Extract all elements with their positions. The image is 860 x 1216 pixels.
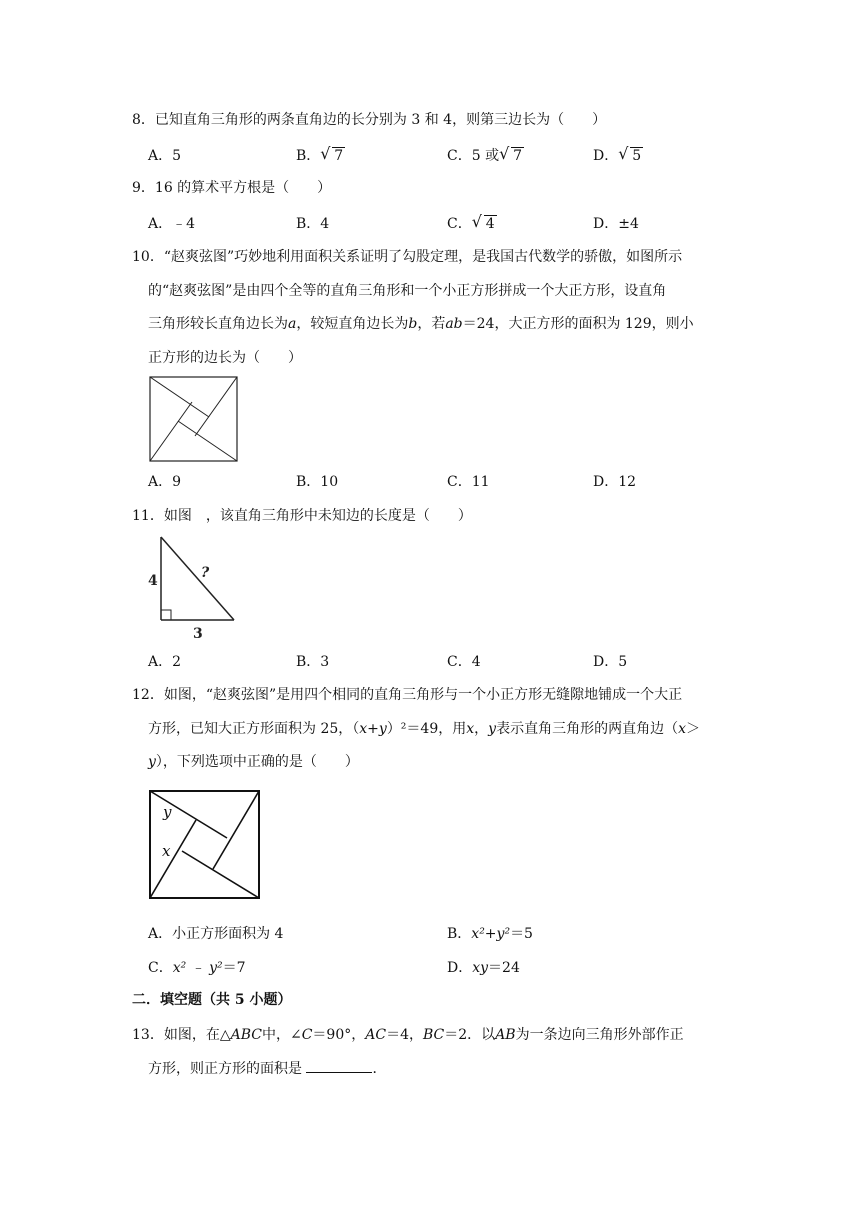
q8-option-a: A．5 <box>148 148 182 164</box>
q10-option-a: A．9 <box>148 474 182 490</box>
q9-option-d: D．±4 <box>593 216 639 232</box>
q12-option-b: B．x²+y²＝5 <box>447 926 533 942</box>
q10-line-1: 10．“赵爽弦图”巧妙地利用面积关系证明了勾股定理，是我国古代数学的骄傲，如图所示 <box>132 249 683 265</box>
sqrt-symbol: √ 5 <box>618 144 642 164</box>
q12-x-label: x <box>162 842 171 860</box>
q11-option-c: C．4 <box>447 654 481 670</box>
q10-line-4: 正方形的边长为（ ） <box>148 350 302 366</box>
q10-option-c: C．11 <box>447 474 490 490</box>
q12-option-a: A．小正方形面积为 4 <box>148 926 284 942</box>
q12-zhao-shuang-diagram <box>148 789 262 901</box>
q11-option-b: B．3 <box>296 654 330 670</box>
q11-option-d: D．5 <box>593 654 628 670</box>
q9-option-a: A．﹣4 <box>148 216 196 232</box>
sqrt-symbol: √ 7 <box>499 144 522 164</box>
q12-option-c: C．x² ﹣ y²＝7 <box>148 960 246 976</box>
q11-stem: 11．如图 ，该直角三角形中未知边的长度是（ ） <box>132 508 472 524</box>
sqrt-symbol: √ 7 <box>320 144 344 164</box>
q11-right-triangle-diagram <box>140 530 250 645</box>
q13-line-2: 方形，则正方形的面积是 ． <box>148 1058 386 1079</box>
sqrt-symbol: √ 4 <box>471 212 495 232</box>
q12-option-d: D．xy＝24 <box>447 960 520 976</box>
q11-option-a: A．2 <box>148 654 182 670</box>
q9-option-c: C． √ 4 <box>447 212 495 232</box>
q12-line-3: y），下列选项中正确的是（ ） <box>148 754 359 770</box>
q13-answer-blank[interactable] <box>306 1058 372 1073</box>
q11-base-label: 3 <box>193 626 203 642</box>
q10-zhao-shuang-diagram <box>149 376 239 463</box>
q12-line-2: 方形，已知大正方形面积为 25，（x+y）²＝49，用x，y表示直角三角形的两直角边（x＞ <box>148 721 700 737</box>
q9-option-b: B．4 <box>296 216 330 232</box>
q9-stem: 9．16 的算术平方根是（ ） <box>132 180 332 196</box>
q11-side-label: 4 <box>148 573 158 589</box>
q11-hypotenuse-label: ? <box>201 565 210 581</box>
q12-y-label: y <box>163 803 172 821</box>
q13-line-1: 13．如图，在△ABC中，∠C＝90°，AC＝4，BC＝2．以AB为一条边向三角形外部作正 <box>132 1027 684 1043</box>
q12-line-1: 12．如图，“赵爽弦图”是用四个相同的直角三角形与一个小正方形无缝隙地铺成一个大正 <box>132 687 683 703</box>
q10-line-3: 三角形较长直角边长为a，较短直角边长为b，若ab＝24，大正方形的面积为 129，则小 <box>148 316 694 332</box>
q10-line-2: 的“赵爽弦图”是由四个全等的直角三角形和一个小正方形拼成一个大正方形，设直角 <box>148 283 667 299</box>
section-heading-fill-in: 二．填空题（共 5 小题） <box>132 992 292 1008</box>
q10-option-d: D．12 <box>593 474 637 490</box>
q8-option-b: B． √ 7 <box>296 144 344 164</box>
q8-option-d: D． √ 5 <box>593 144 642 164</box>
q10-option-b: B．10 <box>296 474 339 490</box>
q8-stem: 8．已知直角三角形的两条直角边的长分别为 3 和 4，则第三边长为（ ） <box>132 112 607 128</box>
q8-option-c: C．5 或 √ 7 <box>447 144 522 164</box>
